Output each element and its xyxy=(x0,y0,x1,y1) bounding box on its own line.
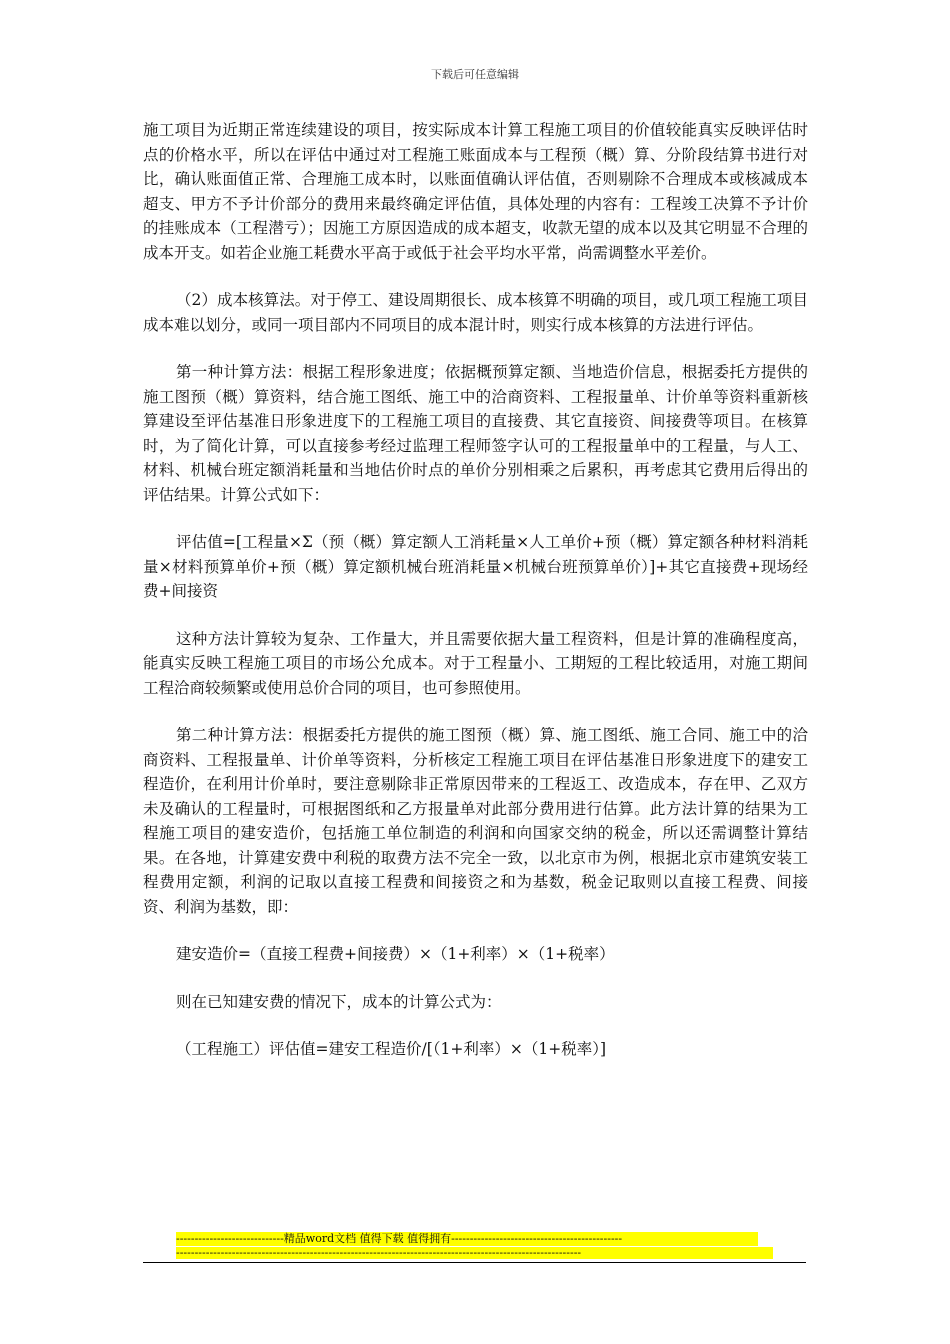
page-header: 下载后可任意编辑 xyxy=(431,68,519,81)
document-body xyxy=(143,118,808,1085)
footer-dash-line: ------------------------------------------------------------------------------------------------------------- xyxy=(176,1247,773,1259)
paragraph-3: 第一种计算方法：根据工程形象进度；依据概预算定额、当地造价信息，根据委托方提供的施工图预（概）算资料，结合施工图纸、施工中的洽商资料、工程报量单、计价单等资料重新核算建设至评估基准日形象进度下的工程施工项目的直接费、其它直接资、间接费等项目。在核算时，为了简化计算，可以直接参考经过监理工程师签字认可的工程报量单中的工程量，与人工、材料、机械台班定额消耗量和当地估价时点的单价分别相乘之后累积，再考虑其它费用后得出的评估结果。计算公式如下： xyxy=(143,363,808,504)
footer-rule xyxy=(143,1262,806,1263)
paragraph-1: 施工项目为近期正常连续建设的项目，按实际成本计算工程施工项目的价值较能真实反映评估时点的价格水平，所以在评估中通过对工程施工账面成本与工程预（概）算、分阶段结算书进行对比，确认账面值正常、合理施工成本时，以账面值确认评估值，否则剔除不合理成本或核减成本超支、甲方不予计价部分的费用来最终确定评估值，具体处理的内容有：工程竣工决算不予计价的挂账成本（工程潜亏）；因施工方原因造成的成本超支，收款无望的成本以及其它明显不合理的成本开支。如若企业施工耗费水平高于或低于社会平均水平常，尚需调整水平差价。 xyxy=(143,121,808,262)
paragraph-6: 第二种计算方法：根据委托方提供的施工图预（概）算、施工图纸、施工合同、施工中的洽商资料、工程报量单、计价单等资料，分析核定工程施工项目在评估基准日形象进度下的建安工程造价，在利用计价单时，要注意剔除非正常原因带来的工程返工、改造成本，存在甲、乙双方未及确认的工程量时，可根据图纸和乙方报量单对此部分费用进行估算。此方法计算的结果为工程施工项目的建安造价，包括施工单位制造的利润和向国家交纳的税金，所以还需调整计算结果。在各地，计算建安费中利税的取费方法不完全一致，以北京市为例，根据北京市建筑安装工程费用定额，利润的记取以直接工程费和间接资之和为基数，税金记取则以直接工程费、间接资、利润为基数，即： xyxy=(143,726,808,916)
formula-construction-cost: 建安造价=（直接工程费+间接费）×（1+利率）×（1+税率） xyxy=(176,945,615,963)
formula-intro: 则在已知建安费的情况下，成本的计算公式为： xyxy=(176,992,502,1011)
formula-appraisal-value: （工程施工）评估值=建安工程造价/[（1+利率）×（1+税率）] xyxy=(176,1040,606,1058)
footer-banner: -----------------------------精品word文档 值得下载 值得拥有---------------------------------------------- xyxy=(176,1232,758,1246)
paragraph-5: 这种方法计算较为复杂、工作量大，并且需要依据大量工程资料，但是计算的准确程度高，能真实反映工程施工项目的市场公允成本。对于工程量小、工期短的工程比较适用，对施工期间工程洽商较频繁或使用总价合同的项目，也可参照使用。 xyxy=(143,629,808,697)
paragraph-4: 评估值=[工程量×Σ（预（概）算定额人工消耗量×人工单价+预（概）算定额各种材料消耗量×材料预算单价+预（概）算定额机械台班消耗量×机械台班预算单价）]+其它直接费+现场经费+间接资 xyxy=(143,533,808,600)
paragraph-2: （2）成本核算法。对于停工、建设周期很长、成本核算不明确的项目，或几项工程施工项目成本难以划分，或同一项目部内不同项目的成本混计时，则实行成本核算的方法进行评估。 xyxy=(143,291,808,334)
